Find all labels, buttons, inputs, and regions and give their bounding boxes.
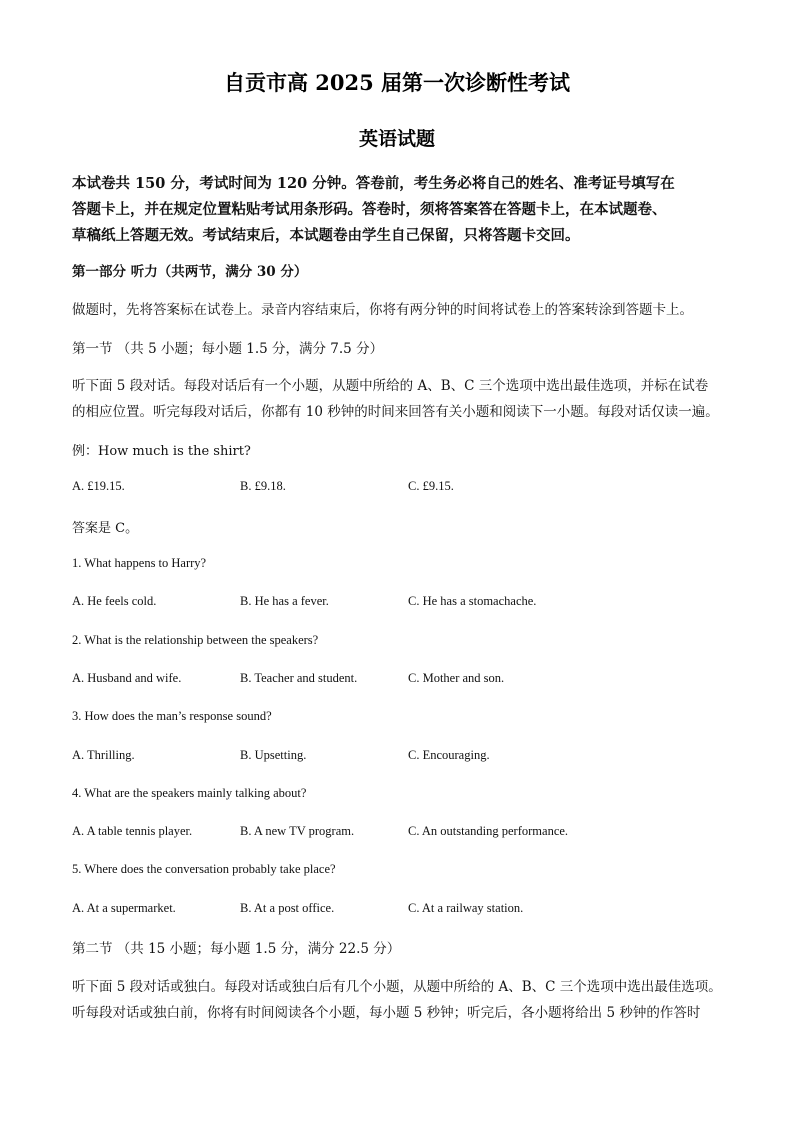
- q4-option-c: C. An outstanding performance.: [408, 824, 569, 838]
- q3-option-c: C. Encouraging.: [408, 748, 490, 762]
- example-answer: 答案是 C。: [72, 521, 139, 536]
- q2-option-b: B. Teacher and student.: [240, 671, 358, 685]
- q3-option-b: B. Upsetting.: [240, 748, 307, 762]
- example-option-c: C. £9.15.: [408, 479, 454, 493]
- q3-option-a: A. Thrilling.: [72, 748, 135, 762]
- part1-heading: 第一部分 听力（共两节，满分 30 分）: [72, 264, 308, 280]
- q4-option-b: B. A new TV program.: [240, 824, 355, 838]
- intro-line: 答题卡上，并在规定位置粘贴考试用条形码。答卷时，须将答案答在答题卡上，在本试题卷、: [72, 201, 667, 218]
- question-4: 4. What are the speakers mainly talking about?: [72, 786, 307, 800]
- part1-instruction: 做题时，先将答案标在试卷上。录音内容结束后，你将有两分钟的时间将试卷上的答案转涂到答题卡上。: [72, 302, 693, 318]
- section1-instruction: 的相应位置。听完每段对话后，你都有 10 秒钟的时间来回答有关小题和阅读下一小题。每段对话仅读一遍。: [72, 404, 719, 420]
- q5-option-c: C. At a railway station.: [408, 901, 524, 915]
- q5-option-a: A. At a supermarket.: [72, 901, 176, 915]
- question-1: 1. What happens to Harry?: [72, 556, 207, 570]
- exam-title: 自贡市高 2025 届第一次诊断性考试: [223, 70, 571, 95]
- q1-option-c: C. He has a stomachache.: [408, 594, 537, 608]
- question-5: 5. Where does the conversation probably take place?: [72, 862, 336, 876]
- question-3: 3. How does the man’s response sound?: [72, 709, 272, 723]
- question-2: 2. What is the relationship between the speakers?: [72, 633, 319, 647]
- section1-heading: 第一节 （共 5 小题；每小题 1.5 分，满分 7.5 分）: [72, 341, 384, 357]
- exam-subtitle: 英语试题: [358, 128, 435, 150]
- example-question: 例：How much is the shirt?: [72, 444, 251, 459]
- q2-option-a: A. Husband and wife.: [72, 671, 182, 685]
- q1-option-a: A. He feels cold.: [72, 594, 157, 608]
- section2-instruction: 听每段对话或独白前，你将有时间阅读各个小题，每小题 5 秒钟；听完后，各小题将给出 5 秒钟的作答时: [72, 1005, 701, 1021]
- q5-option-b: B. At a post office.: [240, 901, 335, 915]
- section2-heading: 第二节 （共 15 小题；每小题 1.5 分，满分 22.5 分）: [72, 941, 401, 957]
- intro-line: 本试卷共 150 分，考试时间为 120 分钟。答卷前，考生务必将自己的姓名、准考证号填写在: [72, 175, 675, 192]
- q2-option-c: C. Mother and son.: [408, 671, 505, 685]
- example-option-b: B. £9.18.: [240, 479, 286, 493]
- intro-line: 草稿纸上答题无效。考试结束后，本试题卷由学生自己保留，只将答题卡交回。: [72, 227, 580, 244]
- section1-instruction: 听下面 5 段对话。每段对话后有一个小题，从题中所给的 A、B、C 三个选项中选出最佳选项，并标在试卷: [72, 378, 709, 394]
- q4-option-a: A. A table tennis player.: [72, 824, 193, 838]
- section2-instruction: 听下面 5 段对话或独白。每段对话或独白后有几个小题，从题中所给的 A、B、C 三个选项中选出最佳选项。: [72, 979, 722, 995]
- example-option-a: A. £19.15.: [72, 479, 125, 493]
- q1-option-b: B. He has a fever.: [240, 594, 329, 608]
